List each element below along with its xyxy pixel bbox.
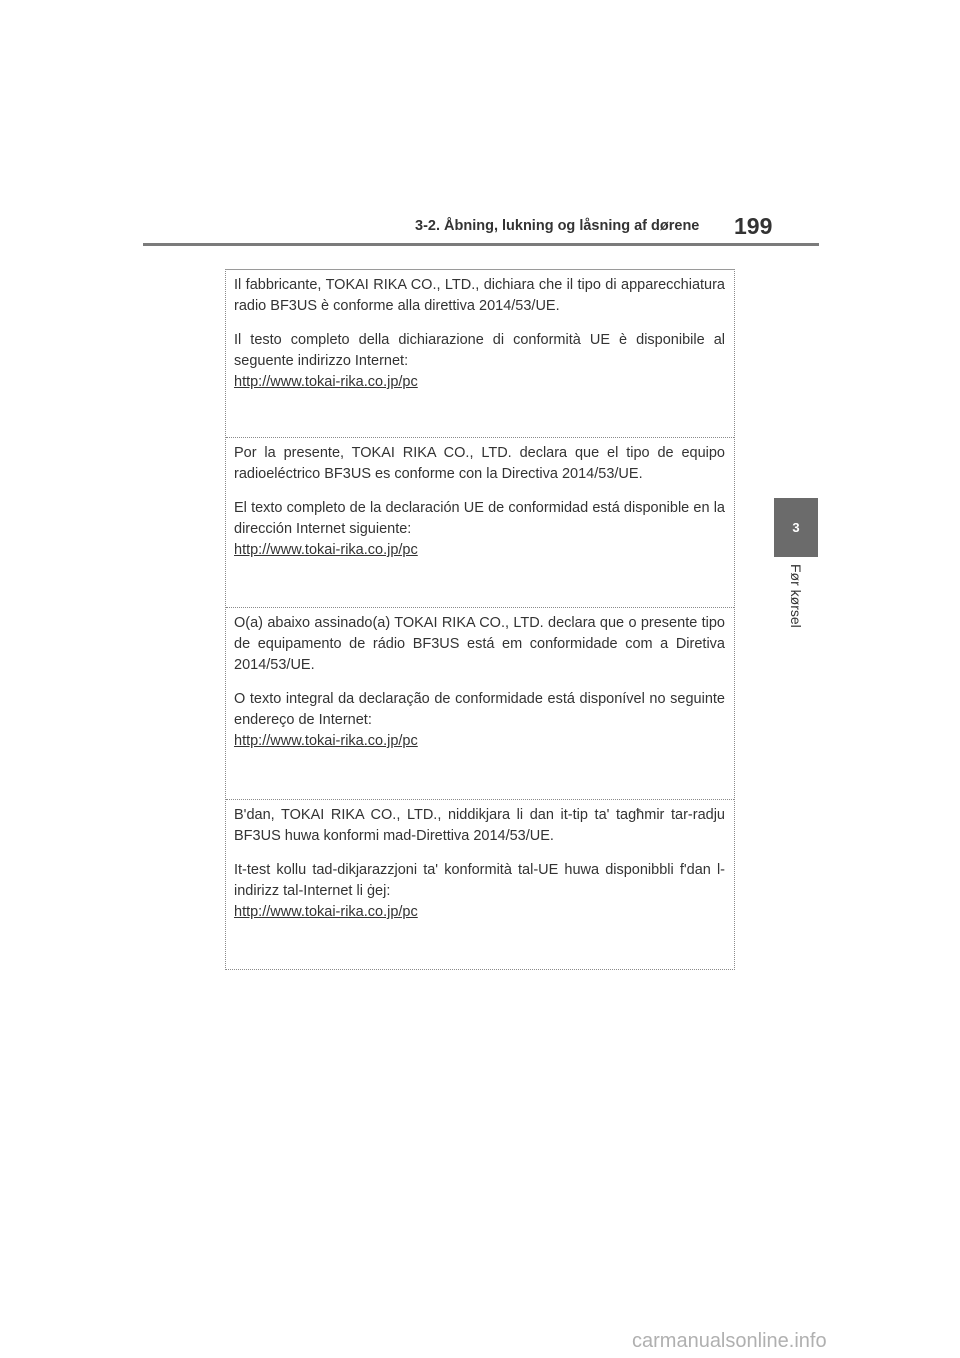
declaration-section-portuguese [226,608,734,800]
declaration-text: B'dan, TOKAI RIKA CO., LTD., niddikjara li dan it-tip ta' tagħmir tar-radju BF3US huwa konformi mad-Direttiva 2014/53/UE. [234,807,725,844]
availability-text: O texto integral da declaração de conformidade está disponível no seguinte endereço de Internet: [234,691,725,728]
declaration-section-spanish [226,438,734,608]
chapter-label: Før kørsel [788,564,804,628]
section-title: 3-2. Åbning, lukning og låsning af dørene [415,218,700,234]
declaration-text: O(a) abaixo assinado(a) TOKAI RIKA CO., LTD. declara que o presente tipo de equipamento de rádio BF3US está em conformidade com a Diretiva 2014/53/UE. [234,615,725,673]
declaration-url-link[interactable]: http://www.tokai-rika.co.jp/pc [234,542,418,558]
declaration-text: Il fabbricante, TOKAI RIKA CO., LTD., dichiara che il tipo di apparecchiatura radio BF3US è conforme alla direttiva 2014/53/UE. [234,277,725,314]
availability-text: It-test kollu tad-dikjarazzjoni ta' konformità tal-UE huwa disponibbli f'dan l-indirizz tal-Internet li ġej: [234,862,725,899]
declaration-section-italian [226,270,734,438]
declaration-url-link[interactable]: http://www.tokai-rika.co.jp/pc [234,733,418,749]
header-divider [143,243,819,246]
declaration-text: Por la presente, TOKAI RIKA CO., LTD. declara que el tipo de equipo radioeléctrico BF3US es conforme con la Directiva 2014/53/UE. [234,445,725,482]
declaration-section-maltese [226,800,734,969]
chapter-tab [774,498,818,557]
availability-text: Il testo completo della dichiarazione di conformità UE è disponibile al seguente indirizzo Internet: [234,332,725,369]
declaration-url-link[interactable]: http://www.tokai-rika.co.jp/pc [234,374,418,390]
watermark: carmanualsonline.info [632,1330,827,1352]
declaration-url-link[interactable]: http://www.tokai-rika.co.jp/pc [234,904,418,920]
conformity-declarations-box [225,269,735,970]
availability-text: El texto completo de la declaración UE de conformidad está disponible en la dirección Internet siguiente: [234,500,725,537]
chapter-number: 3 [792,520,800,535]
page-number: 199 [734,213,773,239]
